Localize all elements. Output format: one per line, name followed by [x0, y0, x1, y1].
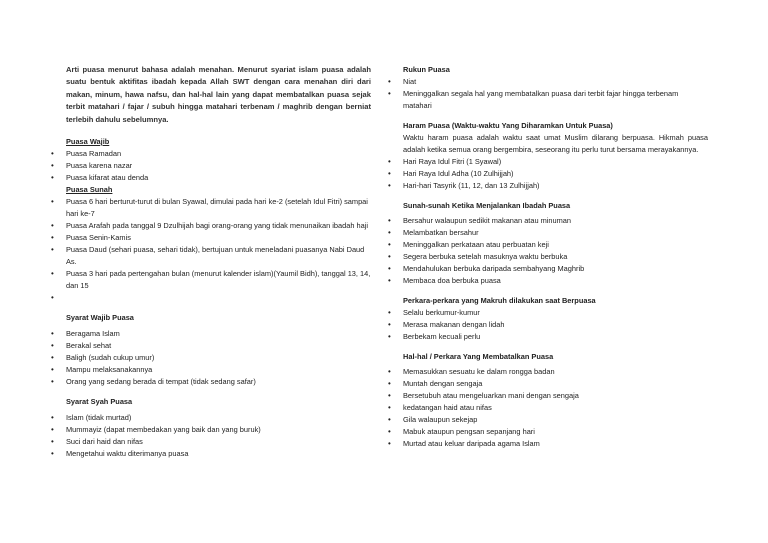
right-column [388, 64, 708, 450]
puasa-wajib-list [51, 148, 371, 184]
rukun-heading: Rukun Puasa [403, 65, 450, 74]
list-item: • Muntah dengan sengaja [388, 378, 708, 390]
list-item: • Merasa makanan dengan lidah [388, 319, 708, 331]
list-item: • Hari Raya Idul Fitri (1 Syawal) [388, 156, 708, 168]
sunah-list [388, 215, 708, 287]
list-item: • Murtad atau keluar daripada agama Islam [388, 438, 708, 450]
list-item: • Mengetahui waktu diterimanya puasa [51, 448, 371, 460]
rukun-list [388, 76, 708, 112]
list-item: • Puasa Senin-Kamis [51, 232, 371, 244]
haram-heading: Haram Puasa (Waktu-waktu Yang Diharamkan Untuk Puasa) [403, 121, 613, 130]
sunah-heading: Sunah-sunah Ketika Menjalankan Ibadah Puasa [403, 201, 571, 210]
syarat-wajib-heading: Syarat Wajib Puasa [66, 313, 134, 323]
batal-list [388, 366, 708, 450]
syarat-syah-heading: Syarat Syah Puasa [66, 397, 133, 407]
list-item: • Puasa Arafah pada tanggal 9 Dzulhijah bagi orang-orang yang tidak menunaikan ibadah haji [51, 220, 371, 232]
list-item: • Orang yang sedang berada di tempat (tidak sedang safar) [51, 376, 371, 388]
syarat-syah-list [51, 412, 371, 460]
list-item: • Gila walaupun sekejap [388, 414, 708, 426]
syarat-wajib-list [51, 328, 371, 388]
list-item: • Memasukkan sesuatu ke dalam rongga badan [388, 366, 708, 378]
list-item: • Hari-hari Tasyrik (11, 12, dan 13 Zulhijjah) [388, 180, 708, 192]
list-item: • Mabuk ataupun pengsan sepanjang hari [388, 426, 708, 438]
list-item: • Puasa karena nazar [51, 160, 371, 172]
list-item: • Baligh (sudah cukup umur) [51, 352, 371, 364]
list-item: • Puasa Ramadan [51, 148, 371, 160]
left-column [51, 64, 371, 460]
makruh-heading: Perkara-perkara yang Makruh dilakukan saat Berpuasa [403, 296, 596, 305]
list-item: • Meninggalkan segala hal yang membatalkan puasa dari terbit fajar hingga terbenam matahari [388, 88, 708, 112]
list-item: • Segera berbuka setelah masuknya waktu berbuka [388, 251, 708, 263]
makruh-list [388, 307, 708, 343]
haram-list [388, 156, 708, 192]
list-item: • Suci dari haid dan nifas [51, 436, 371, 448]
list-item-empty [51, 292, 371, 304]
list-item: • Mendahulukan berbuka daripada sembahyang Maghrib [388, 263, 708, 275]
puasa-sunah-list [51, 196, 371, 304]
list-item: • Beragama Islam [51, 328, 371, 340]
list-item: • kedatangan haid atau nifas [388, 402, 708, 414]
puasa-wajib-heading: Puasa Wajib [66, 137, 110, 147]
list-item: • Niat [388, 76, 708, 88]
list-item: • Puasa 6 hari berturut-turut di bulan Syawal, dimulai pada hari ke-2 (setelah Idul Fitri) sampai hari ke-7 [51, 196, 371, 220]
list-item: • Puasa 3 hari pada pertengahan bulan (menurut kalender islam)(Yaumil Bidh), tanggal 13, 14, dan 15 [51, 268, 371, 292]
intro-paragraph: Arti puasa menurut bahasa adalah menahan. Menurut syariat islam puasa adalah suatu bentuk aktifitas ibadah kepada Allah SWT dengan cara menahan diri dari makan, minum, hawa nafsu, dan hal-hal lain yang dapat membatalkan puasa sejak terbit matahari / fajar / subuh hingga matahari terbenam / maghrib dengan berniat terlebih dahulu sebelumnya. [66, 65, 371, 124]
list-item: • Melambatkan bersahur [388, 227, 708, 239]
list-item: • Meninggalkan perkataan atau perbuatan keji [388, 239, 708, 251]
list-item: • Berbekam kecuali perlu [388, 331, 708, 343]
haram-description: Waktu haram puasa adalah waktu saat umat Muslim dilarang berpuasa. Hikmah puasa adalah ketika semua orang bergembira, seseorang itu perlu turut bersama merayakannya. [403, 133, 708, 154]
batal-heading: Hal-hal / Perkara Yang Membatalkan Puasa [403, 352, 554, 361]
list-item: • Selalu berkumur-kumur [388, 307, 708, 319]
list-item: • Berakal sehat [51, 340, 371, 352]
list-item: • Membaca doa berbuka puasa [388, 275, 708, 287]
list-item: • Puasa Daud (sehari puasa, sehari tidak), bertujuan untuk meneladani puasanya Nabi Daud As. [51, 244, 371, 268]
list-item: • Hari Raya Idul Adha (10 Zulhijjah) [388, 168, 708, 180]
list-item: • Mummayiz (dapat membedakan yang baik dan yang buruk) [51, 424, 371, 436]
list-item: • Mampu melaksanakannya [51, 364, 371, 376]
list-item: • Bersetubuh atau mengeluarkan mani dengan sengaja [388, 390, 708, 402]
puasa-sunah-heading: Puasa Sunah [66, 185, 113, 195]
list-item: • Islam (tidak murtad) [51, 412, 371, 424]
list-item: • Puasa kifarat atau denda [51, 172, 371, 184]
list-item: • Bersahur walaupun sedikit makanan atau minuman [388, 215, 708, 227]
